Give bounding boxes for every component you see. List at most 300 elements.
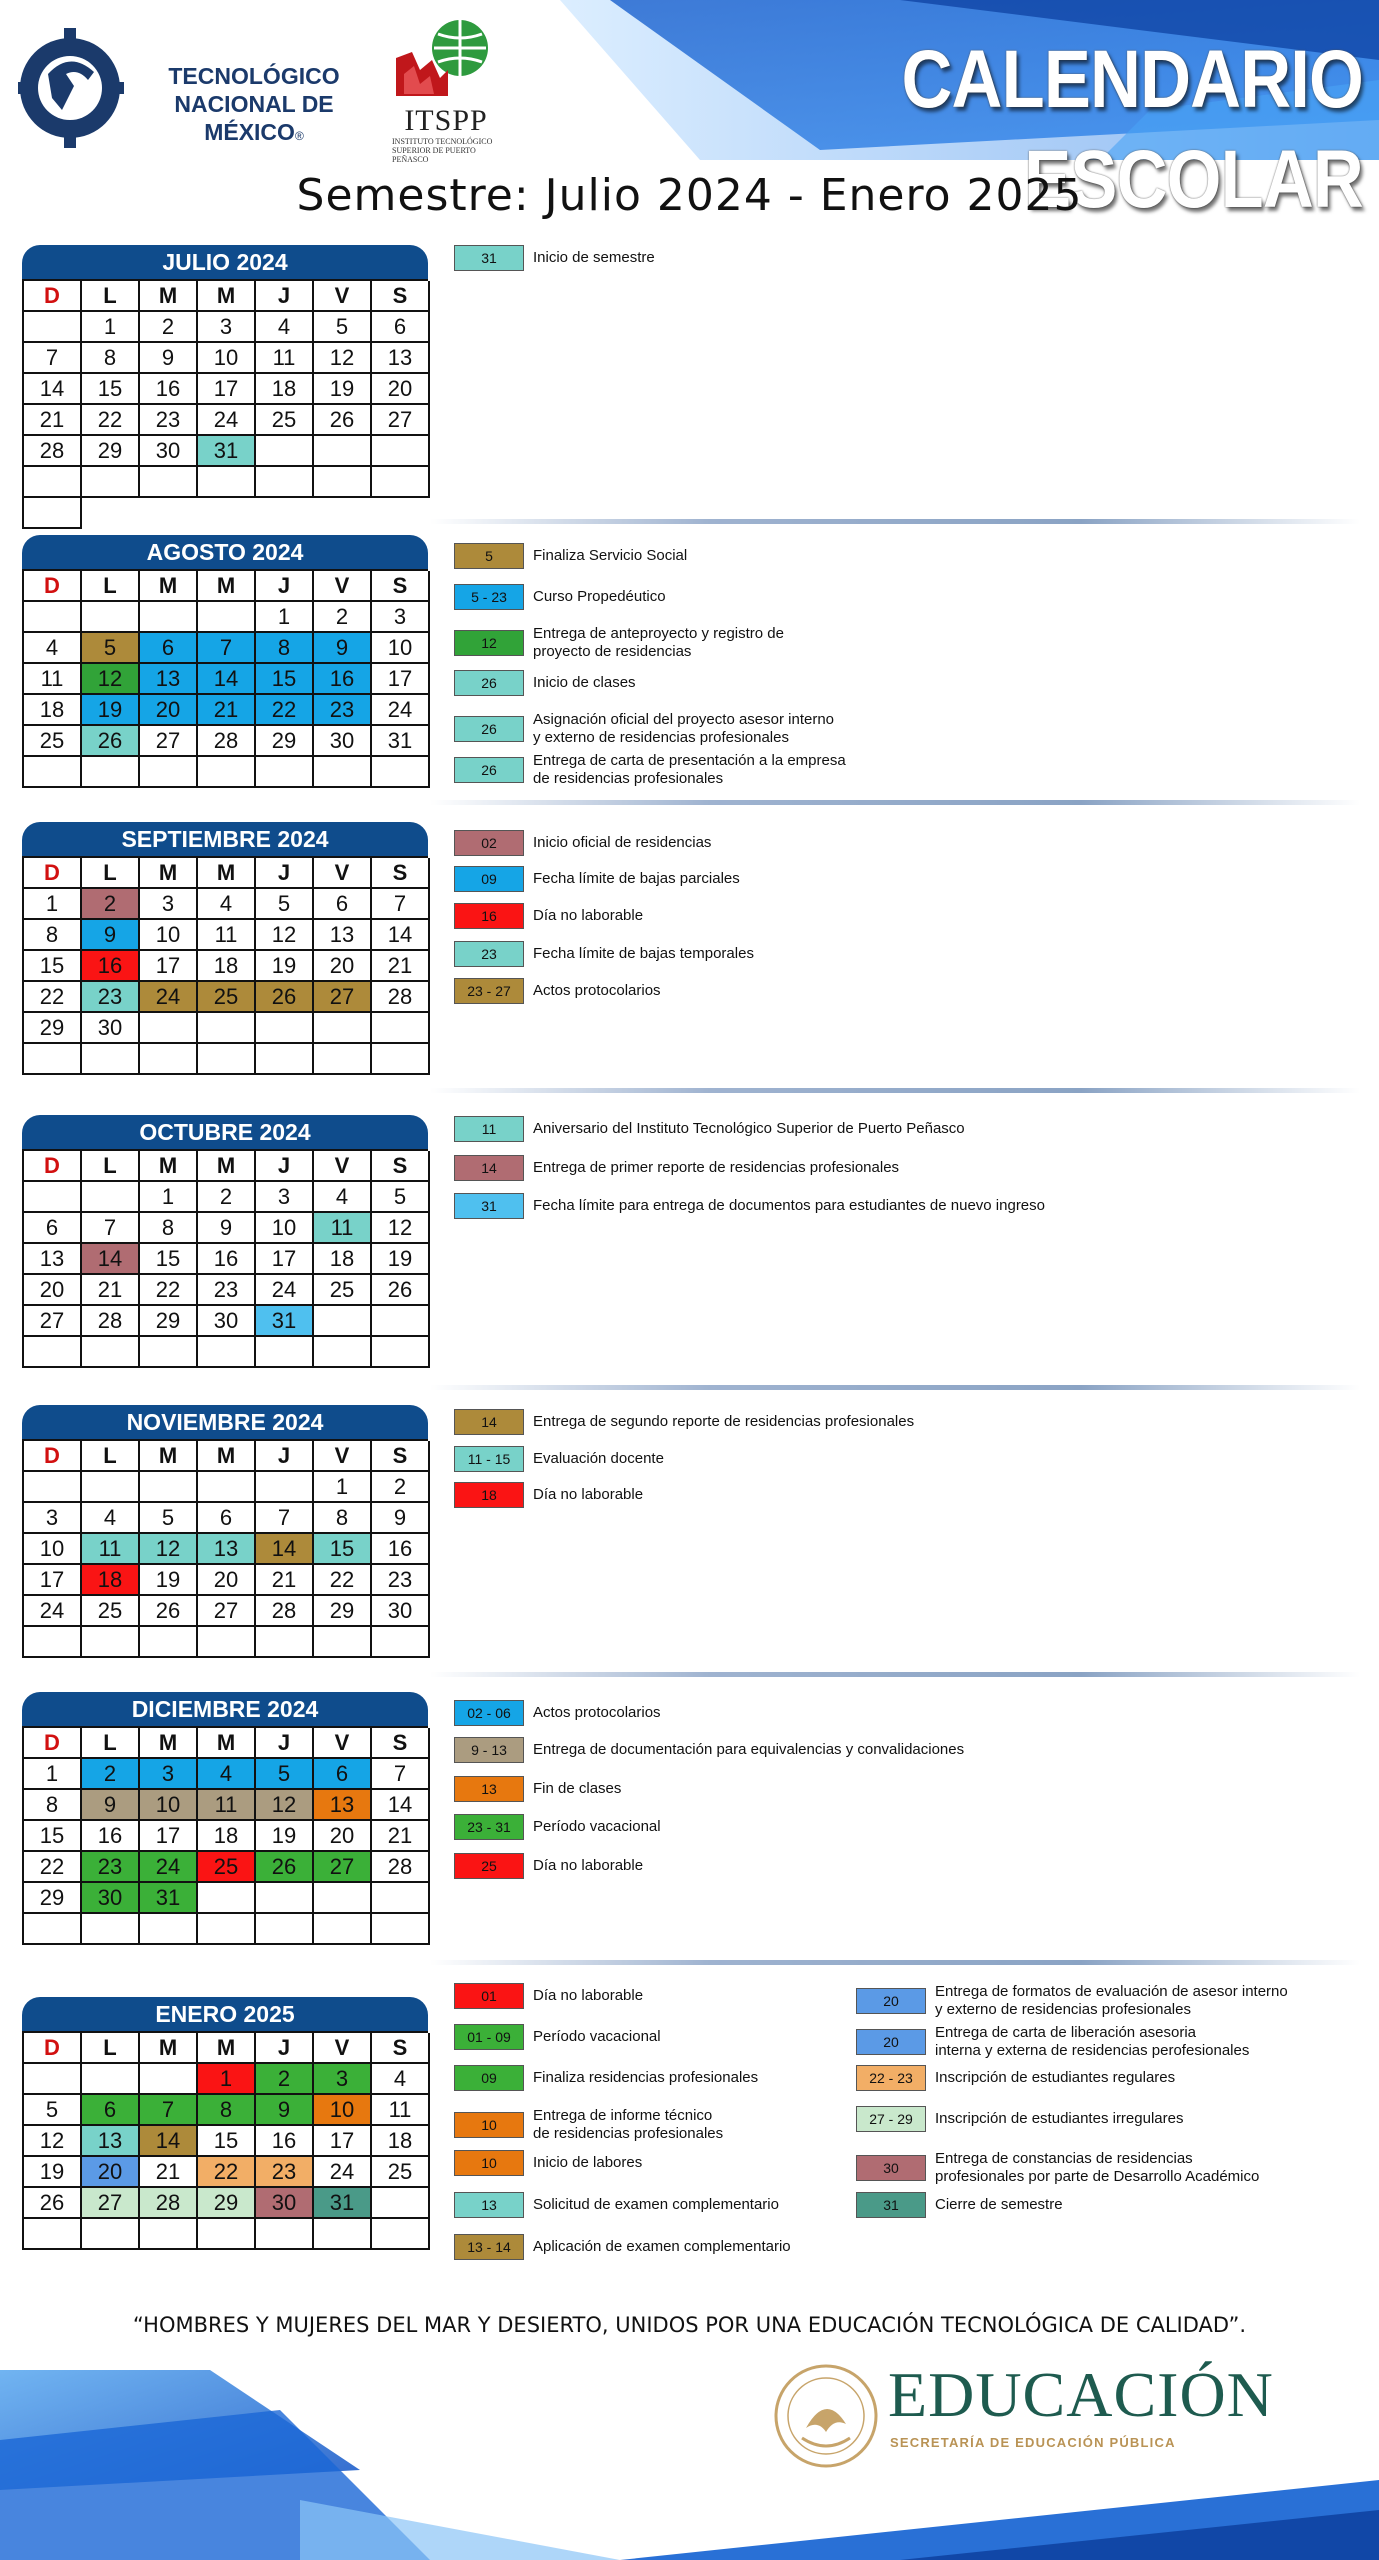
day-cell: 8 — [256, 633, 314, 664]
day-cell: 10 — [140, 1790, 198, 1821]
legend-item — [856, 2024, 1249, 2060]
legend-text: Curso Propedéutico — [533, 588, 666, 605]
day-cell: 15 — [24, 1821, 82, 1852]
legend-text: Actos protocolarios — [533, 1704, 661, 1721]
day-cell: 29 — [24, 1883, 82, 1914]
legend-swatch: 30 — [856, 2155, 926, 2181]
legend-swatch: 10 — [454, 2112, 524, 2138]
weekday-header: D — [24, 858, 82, 889]
legend-swatch: 14 — [454, 1409, 524, 1435]
empty-cell — [24, 2219, 82, 2250]
empty-cell — [24, 1627, 82, 1658]
day-cell: 28 — [372, 982, 430, 1013]
day-cell: 2 — [82, 1759, 140, 1790]
legend-item — [454, 830, 711, 856]
day-cell: 9 — [256, 2095, 314, 2126]
day-cell: 1 — [256, 602, 314, 633]
legend-item — [454, 1983, 643, 2009]
day-cell: 2 — [82, 889, 140, 920]
day-cell: 18 — [198, 951, 256, 982]
day-cell: 5 — [256, 889, 314, 920]
day-cell: 27 — [140, 726, 198, 757]
legend-item — [856, 2150, 1259, 2186]
legend-item — [454, 1737, 964, 1763]
day-cell: 13 — [24, 1244, 82, 1275]
day-cell: 22 — [82, 405, 140, 436]
section-divider — [430, 519, 1360, 524]
section-divider — [430, 800, 1360, 805]
empty-cell — [198, 602, 256, 633]
empty-cell — [24, 2064, 82, 2095]
weekday-header: M — [140, 1441, 198, 1472]
day-cell: 18 — [82, 1565, 140, 1596]
legend-text: Entrega de anteproyecto y registro de proyecto de residencias — [533, 625, 784, 660]
day-cell: 8 — [82, 343, 140, 374]
weekday-header: V — [314, 1151, 372, 1182]
day-cell: 31 — [256, 1306, 314, 1337]
tecnm-line2: NACIONAL DE MÉXICO — [174, 91, 334, 145]
day-cell: 19 — [140, 1565, 198, 1596]
day-cell: 7 — [372, 889, 430, 920]
legend-text: Día no laborable — [533, 1857, 644, 1874]
day-cell: 10 — [314, 2095, 372, 2126]
day-cell: 3 — [24, 1503, 82, 1534]
day-cell: 10 — [198, 343, 256, 374]
day-cell: 1 — [140, 1182, 198, 1213]
empty-cell — [140, 757, 198, 788]
day-cell: 3 — [372, 602, 430, 633]
legend-text: Día no laborable — [533, 1987, 644, 2004]
day-cell: 11 — [314, 1213, 372, 1244]
day-cell: 13 — [198, 1534, 256, 1565]
empty-cell — [140, 1013, 198, 1044]
legend-swatch: 26 — [454, 757, 524, 783]
empty-cell — [314, 1044, 372, 1075]
day-cell: 6 — [82, 2095, 140, 2126]
legend-swatch: 11 - 15 — [454, 1446, 524, 1472]
day-cell: 1 — [198, 2064, 256, 2095]
section-divider — [430, 1385, 1360, 1390]
legend-item — [454, 584, 666, 610]
empty-cell — [314, 1337, 372, 1368]
empty-cell — [256, 1337, 314, 1368]
empty-cell — [82, 1472, 140, 1503]
day-cell: 24 — [24, 1596, 82, 1627]
day-cell: 16 — [372, 1534, 430, 1565]
day-cell: 25 — [24, 726, 82, 757]
day-cell: 1 — [82, 312, 140, 343]
month-calendar — [22, 1997, 428, 2250]
legend-item — [454, 903, 643, 929]
day-cell: 2 — [372, 1472, 430, 1503]
legend-text: Entrega de carta de liberación asesoria interna y externa de residencias perofesionales — [935, 2024, 1250, 2059]
weekday-header: S — [372, 571, 430, 602]
weekday-header: M — [198, 281, 256, 312]
empty-cell — [24, 467, 82, 498]
day-cell: 4 — [372, 2064, 430, 2095]
day-cell: 14 — [140, 2126, 198, 2157]
month-calendar — [22, 245, 428, 529]
weekday-header: D — [24, 571, 82, 602]
day-cell: 19 — [24, 2157, 82, 2188]
day-cell: 27 — [24, 1306, 82, 1337]
empty-cell — [198, 757, 256, 788]
day-cell: 11 — [372, 2095, 430, 2126]
empty-cell — [256, 1044, 314, 1075]
day-cell: 20 — [24, 1275, 82, 1306]
day-cell: 5 — [372, 1182, 430, 1213]
empty-cell — [24, 1337, 82, 1368]
day-cell: 15 — [314, 1534, 372, 1565]
day-cell: 6 — [314, 889, 372, 920]
day-cell: 28 — [198, 726, 256, 757]
day-cell: 24 — [256, 1275, 314, 1306]
day-cell: 2 — [198, 1182, 256, 1213]
empty-cell — [256, 1472, 314, 1503]
month-grid — [22, 2031, 428, 2250]
empty-cell — [140, 1914, 198, 1945]
weekday-header: M — [140, 281, 198, 312]
day-cell: 26 — [256, 982, 314, 1013]
day-cell: 20 — [314, 1821, 372, 1852]
day-cell: 16 — [82, 1821, 140, 1852]
legend-item — [454, 543, 687, 569]
legend-text: Inicio oficial de residencias — [533, 834, 712, 851]
legend-swatch: 31 — [454, 1193, 524, 1219]
day-cell: 21 — [372, 1821, 430, 1852]
day-cell: 23 — [82, 982, 140, 1013]
legend-text: Entrega de primer reporte de residencias profesionales — [533, 1159, 900, 1176]
legend-item — [454, 1193, 1045, 1219]
legend-text: Fecha límite de bajas parciales — [533, 870, 740, 887]
empty-cell — [256, 1627, 314, 1658]
weekday-header: L — [82, 2033, 140, 2064]
legend-item — [454, 2107, 723, 2143]
day-cell: 25 — [372, 2157, 430, 2188]
day-cell: 25 — [198, 1852, 256, 1883]
legend-swatch: 27 - 29 — [856, 2106, 926, 2132]
day-cell: 16 — [198, 1244, 256, 1275]
day-cell: 20 — [140, 695, 198, 726]
day-cell: 19 — [256, 1821, 314, 1852]
month-calendar — [22, 1115, 428, 1368]
legend-item — [454, 1155, 899, 1181]
legend-text: Evaluación docente — [533, 1450, 664, 1467]
legend-text: Solicitud de examen complementario — [533, 2196, 779, 2213]
empty-cell — [372, 1914, 430, 1945]
day-cell: 27 — [372, 405, 430, 436]
day-cell: 22 — [314, 1565, 372, 1596]
day-cell: 29 — [256, 726, 314, 757]
empty-cell — [372, 1883, 430, 1914]
tecnm-name — [134, 62, 374, 150]
day-cell: 28 — [24, 436, 82, 467]
empty-cell — [140, 1337, 198, 1368]
legend-swatch: 25 — [454, 1853, 524, 1879]
weekday-header: L — [82, 1441, 140, 1472]
empty-cell — [314, 1914, 372, 1945]
weekday-header: M — [198, 1151, 256, 1182]
day-cell: 20 — [198, 1565, 256, 1596]
day-cell: 18 — [372, 2126, 430, 2157]
day-cell: 29 — [24, 1013, 82, 1044]
day-cell: 3 — [140, 889, 198, 920]
legend-item — [856, 2106, 1183, 2132]
month-title: OCTUBRE 2024 — [22, 1115, 428, 1149]
legend-item — [454, 711, 834, 747]
legend-swatch: 13 — [454, 1776, 524, 1802]
day-cell: 21 — [198, 695, 256, 726]
legend-item — [454, 670, 636, 696]
legend-text: Inscripción de estudiantes regulares — [935, 2069, 1176, 2086]
legend-swatch: 23 - 31 — [454, 1814, 524, 1840]
empty-cell — [314, 1013, 372, 1044]
day-cell: 7 — [372, 1759, 430, 1790]
empty-cell — [372, 1306, 430, 1337]
legend-item — [454, 625, 784, 661]
empty-cell — [24, 312, 82, 343]
legend-item — [454, 2192, 779, 2218]
legend-swatch: 01 — [454, 1983, 524, 2009]
day-cell: 6 — [24, 1213, 82, 1244]
day-cell: 11 — [24, 664, 82, 695]
month-grid — [22, 856, 428, 1075]
empty-cell — [314, 436, 372, 467]
day-cell: 26 — [140, 1596, 198, 1627]
empty-cell — [372, 1013, 430, 1044]
weekday-header: J — [256, 858, 314, 889]
day-cell: 21 — [140, 2157, 198, 2188]
empty-cell — [82, 467, 140, 498]
day-cell: 9 — [82, 1790, 140, 1821]
day-cell: 23 — [140, 405, 198, 436]
legend-item — [454, 866, 740, 892]
empty-cell — [82, 757, 140, 788]
legend-text: Inicio de labores — [533, 2154, 643, 2171]
weekday-header: M — [198, 1441, 256, 1472]
empty-cell — [198, 1472, 256, 1503]
legend-item — [454, 941, 754, 967]
legend-item — [454, 1700, 661, 1726]
day-cell: 25 — [82, 1596, 140, 1627]
day-cell: 10 — [24, 1534, 82, 1565]
month-grid — [22, 279, 428, 529]
day-cell: 30 — [372, 1596, 430, 1627]
day-cell: 30 — [198, 1306, 256, 1337]
day-cell: 21 — [256, 1565, 314, 1596]
day-cell: 11 — [198, 1790, 256, 1821]
legend-text: Actos protocolarios — [533, 982, 661, 999]
registered-mark: ® — [294, 129, 304, 143]
day-cell: 3 — [314, 2064, 372, 2095]
day-cell: 29 — [198, 2188, 256, 2219]
day-cell: 7 — [140, 2095, 198, 2126]
empty-cell — [198, 1337, 256, 1368]
empty-cell — [24, 1044, 82, 1075]
empty-cell — [82, 602, 140, 633]
day-cell: 18 — [198, 1821, 256, 1852]
day-cell: 9 — [140, 343, 198, 374]
weekday-header: S — [372, 858, 430, 889]
day-cell: 21 — [372, 951, 430, 982]
empty-cell — [198, 1914, 256, 1945]
empty-cell — [140, 2219, 198, 2250]
empty-cell — [82, 1337, 140, 1368]
weekday-header: M — [198, 571, 256, 602]
day-cell: 20 — [82, 2157, 140, 2188]
day-cell: 30 — [82, 1883, 140, 1914]
day-cell: 17 — [198, 374, 256, 405]
day-cell: 20 — [314, 951, 372, 982]
empty-cell — [256, 1013, 314, 1044]
empty-cell — [314, 1627, 372, 1658]
day-cell: 24 — [140, 1852, 198, 1883]
empty-cell — [256, 1914, 314, 1945]
weekday-header: J — [256, 1441, 314, 1472]
legend-swatch: 5 — [454, 543, 524, 569]
weekday-header: M — [140, 571, 198, 602]
month-grid — [22, 569, 428, 788]
sep-brand: EDUCACIÓN — [888, 2359, 1274, 2430]
month-calendar — [22, 1405, 428, 1658]
day-cell: 14 — [256, 1534, 314, 1565]
legend-swatch: 02 - 06 — [454, 1700, 524, 1726]
day-cell: 19 — [372, 1244, 430, 1275]
weekday-header: J — [256, 1728, 314, 1759]
day-cell: 24 — [314, 2157, 372, 2188]
day-cell: 8 — [198, 2095, 256, 2126]
empty-cell — [24, 757, 82, 788]
day-cell: 29 — [140, 1306, 198, 1337]
day-cell: 12 — [256, 1790, 314, 1821]
weekday-header: D — [24, 281, 82, 312]
day-cell: 21 — [82, 1275, 140, 1306]
weekday-header: L — [82, 1728, 140, 1759]
day-cell: 11 — [82, 1534, 140, 1565]
empty-cell — [24, 498, 82, 529]
day-cell: 20 — [372, 374, 430, 405]
itspp-name: ITSPP — [404, 104, 488, 137]
legend-item — [454, 2065, 758, 2091]
semester-subtitle: Semestre: Julio 2024 - Enero 2025 — [296, 170, 1083, 221]
weekday-header: J — [256, 1151, 314, 1182]
day-cell: 31 — [372, 726, 430, 757]
day-cell: 11 — [256, 343, 314, 374]
legend-item — [454, 1446, 664, 1472]
day-cell: 8 — [24, 920, 82, 951]
weekday-header: M — [140, 1728, 198, 1759]
day-cell: 17 — [314, 2126, 372, 2157]
legend-text: Día no laborable — [533, 907, 644, 924]
sep-brand-subtitle: SECRETARÍA DE EDUCACIÓN PÚBLICA — [890, 2435, 1176, 2450]
day-cell: 17 — [24, 1565, 82, 1596]
day-cell: 23 — [372, 1565, 430, 1596]
day-cell: 17 — [256, 1244, 314, 1275]
month-title: AGOSTO 2024 — [22, 535, 428, 569]
mexico-coat-of-arms-seal — [772, 2362, 880, 2470]
day-cell: 5 — [256, 1759, 314, 1790]
day-cell: 24 — [198, 405, 256, 436]
empty-cell — [372, 467, 430, 498]
empty-cell — [82, 2064, 140, 2095]
empty-cell — [140, 602, 198, 633]
day-cell: 16 — [314, 664, 372, 695]
day-cell: 24 — [140, 982, 198, 1013]
day-cell: 30 — [140, 436, 198, 467]
day-cell: 28 — [82, 1306, 140, 1337]
month-title: SEPTIEMBRE 2024 — [22, 822, 428, 856]
day-cell: 9 — [314, 633, 372, 664]
day-cell: 4 — [82, 1503, 140, 1534]
day-cell: 4 — [198, 1759, 256, 1790]
empty-cell — [314, 467, 372, 498]
empty-cell — [256, 467, 314, 498]
day-cell: 3 — [256, 1182, 314, 1213]
day-cell: 14 — [372, 920, 430, 951]
weekday-header: L — [82, 858, 140, 889]
day-cell: 1 — [24, 889, 82, 920]
weekday-header: S — [372, 1151, 430, 1182]
weekday-header: V — [314, 1728, 372, 1759]
day-cell: 5 — [140, 1503, 198, 1534]
day-cell: 6 — [198, 1503, 256, 1534]
weekday-header: M — [140, 858, 198, 889]
month-grid — [22, 1439, 428, 1658]
empty-cell — [140, 1627, 198, 1658]
legend-swatch: 13 — [454, 2192, 524, 2218]
weekday-header: S — [372, 281, 430, 312]
day-cell: 24 — [372, 695, 430, 726]
day-cell: 13 — [314, 920, 372, 951]
day-cell: 8 — [140, 1213, 198, 1244]
day-cell: 14 — [372, 1790, 430, 1821]
legend-swatch: 5 - 23 — [454, 584, 524, 610]
day-cell: 27 — [198, 1596, 256, 1627]
empty-cell — [140, 1044, 198, 1075]
day-cell: 3 — [140, 1759, 198, 1790]
legend-item — [454, 1482, 643, 1508]
day-cell: 28 — [372, 1852, 430, 1883]
legend-item — [454, 752, 846, 788]
weekday-header: V — [314, 571, 372, 602]
empty-cell — [314, 2219, 372, 2250]
legend-item — [856, 2065, 1175, 2091]
day-cell: 26 — [372, 1275, 430, 1306]
legend-swatch: 31 — [856, 2192, 926, 2218]
day-cell: 9 — [82, 920, 140, 951]
day-cell: 23 — [198, 1275, 256, 1306]
empty-cell — [372, 2188, 430, 2219]
weekday-header: J — [256, 571, 314, 602]
weekday-header: S — [372, 2033, 430, 2064]
weekday-header: V — [314, 281, 372, 312]
legend-text: Día no laborable — [533, 1486, 644, 1503]
legend-text: Entrega de formatos de evaluación de asesor interno y externo de residencias profesionales — [935, 1983, 1288, 2018]
legend-item — [454, 2024, 661, 2050]
day-cell: 5 — [314, 312, 372, 343]
empty-cell — [372, 1337, 430, 1368]
empty-cell — [24, 1914, 82, 1945]
legend-swatch: 23 - 27 — [454, 978, 524, 1004]
day-cell: 15 — [198, 2126, 256, 2157]
empty-cell — [372, 1627, 430, 1658]
legend-item — [454, 2234, 791, 2260]
legend-text: Entrega de carta de presentación a la empresa de residencias profesionales — [533, 752, 846, 787]
legend-swatch: 09 — [454, 866, 524, 892]
day-cell: 23 — [82, 1852, 140, 1883]
legend-swatch: 12 — [454, 630, 524, 656]
month-calendar — [22, 1692, 428, 1945]
